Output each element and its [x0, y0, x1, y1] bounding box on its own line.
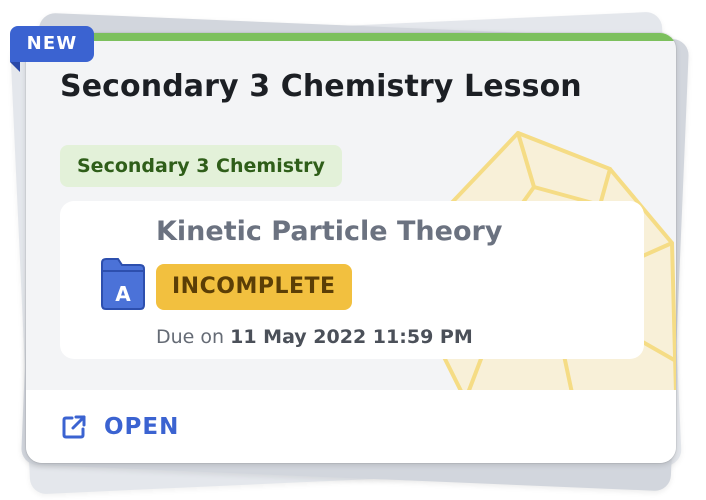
due-label: Due on	[156, 326, 231, 348]
subject-tag: Secondary 3 Chemistry	[60, 145, 342, 187]
new-badge: NEW	[10, 26, 94, 62]
card-top-accent-bar	[26, 33, 676, 41]
external-link-icon	[60, 413, 88, 441]
open-button[interactable]	[60, 408, 179, 446]
card-footer	[26, 390, 676, 463]
status-badge: INCOMPLETE	[156, 264, 352, 310]
folder-file-icon	[100, 257, 146, 311]
assignment-title: Kinetic Particle Theory	[156, 216, 503, 247]
assignment-panel[interactable]	[60, 201, 644, 359]
due-date-line	[156, 326, 473, 348]
lesson-title: Secondary 3 Chemistry Lesson	[60, 69, 582, 104]
open-button-label: OPEN	[104, 414, 180, 440]
lesson-card[interactable]	[26, 33, 676, 463]
new-badge-fold	[10, 62, 20, 72]
due-date-value: 11 May 2022 11:59 PM	[230, 326, 473, 348]
file-icon-letter: A	[115, 282, 131, 306]
